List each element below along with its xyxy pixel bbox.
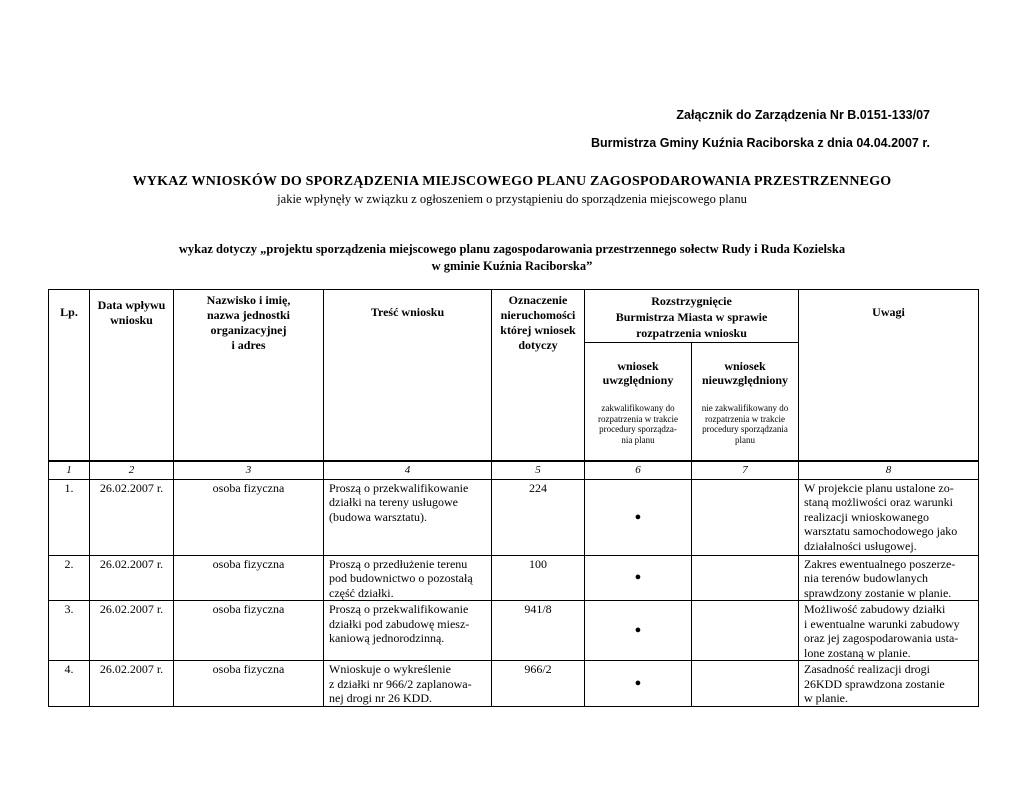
cell-approved-mark: ● <box>585 479 692 555</box>
col-header-lp: Lp. <box>49 290 90 462</box>
cell-date: 26.02.2007 r. <box>90 479 174 555</box>
column-number: 7 <box>692 461 799 479</box>
cell-date: 26.02.2007 r. <box>90 601 174 661</box>
cell-lp: 1. <box>49 479 90 555</box>
col-header-approved <box>585 343 692 462</box>
cell-approved-mark: ● <box>585 555 692 601</box>
page-subtitle: jakie wpłynęły w związku z ogłoszeniem o przystąpieniu do sporządzenia miejscowego planu <box>277 192 747 206</box>
cell-rejected-mark <box>692 555 799 601</box>
cell-lp: 3. <box>49 601 90 661</box>
cell-parcel: 224 <box>492 479 585 555</box>
cell-name: osoba fizyczna <box>174 555 324 601</box>
col-header-designation: Oznaczenie nieruchomości której wniosek dotyczy <box>492 290 585 462</box>
approved-label: wniosek uwzględniony <box>602 359 674 387</box>
cell-date: 26.02.2007 r. <box>90 555 174 601</box>
cell-parcel: 966/2 <box>492 661 585 707</box>
cell-notes: W projekcie planu ustalone zo- staną możliwości oraz warunki realizacji wnioskowanego warsztatu samochodowego jako działalności usługowej. <box>799 479 979 555</box>
scope-statement: wykaz dotyczy „projektu sporządzenia miejscowego planu zagospodarowania przestrzennego sołectw Rudy i Ruda Kozielska w gminie Kuźnia Raciborska” <box>178 242 846 273</box>
cell-name: osoba fizyczna <box>174 661 324 707</box>
col-header-name: Nazwisko i imię, nazwa jednostki organizacyjnej i adres <box>174 290 324 462</box>
table-row <box>49 661 979 707</box>
cell-notes: Zakres ewentualnego poszerze- nia terenów budowlanych sprawdzony zostanie w planie. <box>799 555 979 601</box>
approved-note: zakwalifikowany do rozpatrzenia w trakcie procedury sporządza- nia planu <box>598 403 678 445</box>
cell-rejected-mark <box>692 661 799 707</box>
table-row <box>49 555 979 601</box>
cell-notes: Możliwość zabudowy działki i ewentualne warunki zabudowy oraz jej zagospodarowania usta- lone zostaną w planie. <box>799 601 979 661</box>
column-number: 3 <box>174 461 324 479</box>
attachment-line-2: Burmistrza Gminy Kuźnia Raciborska z dnia 04.04.2007 r. <box>590 136 930 150</box>
page-title: WYKAZ WNIOSKÓW DO SPORZĄDZENIA MIEJSCOWEGO PLANU ZAGOSPODAROWANIA PRZESTRZENNEGO <box>132 174 892 189</box>
col-header-content: Treść wniosku <box>324 290 492 462</box>
attachment-note <box>0 0 1024 157</box>
column-number: 8 <box>799 461 979 479</box>
cell-notes: Zasadność realizacji drogi 26KDD sprawdzona zostanie w planie. <box>799 661 979 707</box>
applications-table <box>48 289 979 707</box>
column-number-row <box>49 461 979 479</box>
cell-content: Proszą o przekwalifikowanie działki na tereny usługowe (budowa warsztatu). <box>324 479 492 555</box>
cell-parcel: 941/8 <box>492 601 585 661</box>
column-number: 6 <box>585 461 692 479</box>
cell-content: Wnioskuje o wykreślenie z działki nr 966/2 zaplanowa- nej drogi nr 26 KDD. <box>324 661 492 707</box>
cell-approved-mark: ● <box>585 601 692 661</box>
cell-name: osoba fizyczna <box>174 601 324 661</box>
cell-date: 26.02.2007 r. <box>90 661 174 707</box>
cell-rejected-mark <box>692 601 799 661</box>
cell-parcel: 100 <box>492 555 585 601</box>
table-row <box>49 479 979 555</box>
column-number: 5 <box>492 461 585 479</box>
cell-rejected-mark <box>692 479 799 555</box>
rejected-note: nie zakwalifikowany do rozpatrzenia w trakcie procedury sporządzania planu <box>701 403 789 445</box>
rejected-label: wniosek nieuwzględniony <box>702 359 789 387</box>
col-header-date: Data wpływu wniosku <box>90 290 174 462</box>
attachment-line-1: Załącznik do Zarządzenia Nr B.0151-133/07 <box>676 108 930 122</box>
col-header-decision: Rozstrzygnięcie Burmistrza Miasta w sprawie rozpatrzenia wniosku <box>585 290 799 343</box>
table-row <box>49 601 979 661</box>
col-header-notes: Uwagi <box>799 290 979 462</box>
column-number: 1 <box>49 461 90 479</box>
cell-lp: 4. <box>49 661 90 707</box>
cell-name: osoba fizyczna <box>174 479 324 555</box>
cell-content: Proszą o przekwalifikowanie działki pod zabudowę miesz- kaniową jednorodzinną. <box>324 601 492 661</box>
column-number: 2 <box>90 461 174 479</box>
cell-content: Proszą o przedłużenie terenu pod budownictwo o pozostałą część działki. <box>324 555 492 601</box>
col-header-rejected <box>692 343 799 462</box>
cell-lp: 2. <box>49 555 90 601</box>
cell-approved-mark: ● <box>585 661 692 707</box>
column-number: 4 <box>324 461 492 479</box>
